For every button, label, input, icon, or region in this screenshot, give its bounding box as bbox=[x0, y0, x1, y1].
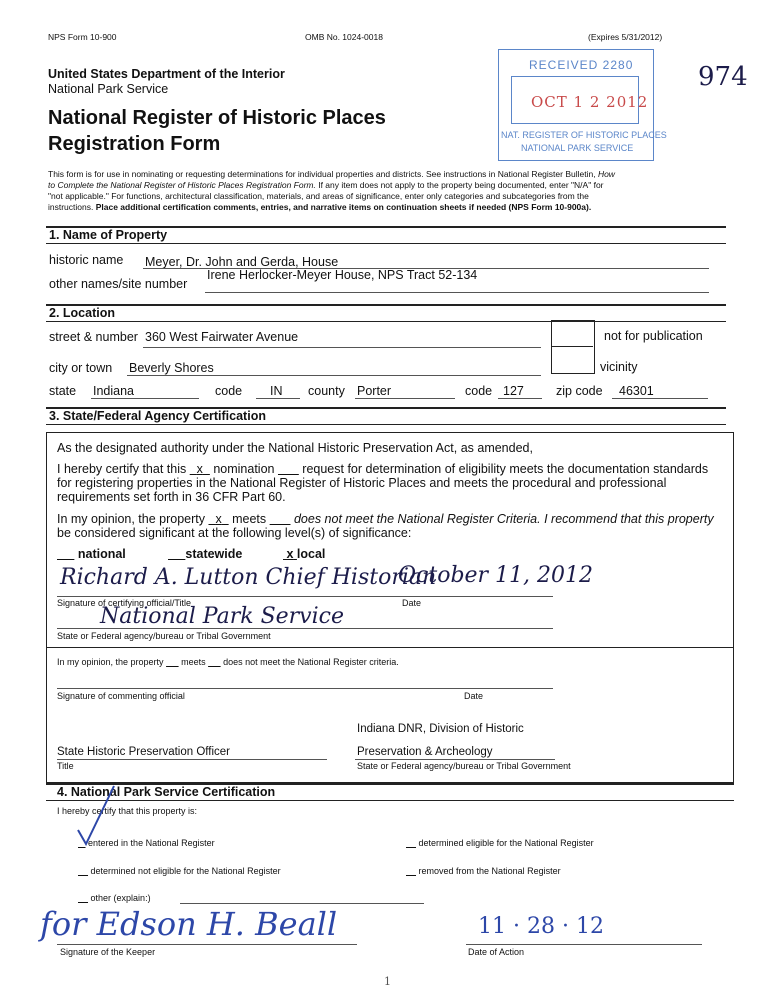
level-local[interactable]: x local bbox=[286, 547, 326, 561]
opinion-line-2: be considered significant at the following level(s) of significance: bbox=[57, 526, 412, 540]
intro-line-1: This form is for use in nominating or requesting determinations for individual properties and districts. See instructions in National Register Bulletin, How bbox=[48, 169, 615, 179]
form-number: NPS Form 10-900 bbox=[48, 32, 117, 42]
level-national[interactable]: national bbox=[77, 547, 126, 561]
commenting-official-label: Signature of commenting official bbox=[57, 691, 185, 701]
certifying-signature: Richard A. Lutton Chief Historian bbox=[60, 565, 437, 590]
zip-label: zip code bbox=[556, 384, 603, 398]
stamp-line-2: NATIONAL PARK SERVICE bbox=[521, 143, 634, 153]
signature-label: Signature of certifying official/Title bbox=[57, 598, 192, 608]
county-value[interactable]: Porter bbox=[357, 384, 392, 398]
other-names-label: other names/site number bbox=[49, 277, 188, 291]
certify-line-2: for registering properties in the National Register of Historic Places and meets the procedural and professional bbox=[57, 476, 667, 490]
keeper-signature: for Edson H. Beall bbox=[40, 905, 338, 943]
agency-label: State or Federal agency/bureau or Tribal Government bbox=[57, 631, 271, 641]
state-label: state bbox=[49, 384, 77, 398]
level-statewide[interactable]: statewide bbox=[185, 547, 243, 561]
opinion-line-1: In my opinion, the property x meets does not meet the National Register Criteria. I recommend that this property bbox=[57, 512, 714, 526]
handwritten-number: 974 bbox=[698, 62, 748, 92]
option-entered[interactable]: entered in the National Register bbox=[88, 838, 215, 848]
action-date-handwritten: 11 · 28 · 12 bbox=[478, 914, 604, 939]
section-3-heading: 3. State/Federal Agency Certification bbox=[49, 409, 266, 423]
authority-text: As the designated authority under the National Historic Preservation Act, as amended, bbox=[57, 441, 533, 455]
option-other[interactable]: other (explain:) bbox=[90, 893, 151, 903]
keeper-label: Signature of the Keeper bbox=[60, 947, 156, 957]
section-2-heading: 2. Location bbox=[49, 306, 115, 320]
dnr-line-1: Indiana DNR, Division of Historic bbox=[357, 723, 524, 735]
vicinity-label: vicinity bbox=[600, 360, 638, 374]
stamp-date: OCT 1 2 2012 bbox=[531, 93, 649, 111]
action-date-label: Date of Action bbox=[468, 947, 525, 957]
intro-line-3: "not applicable." For functions, architectural classification, materials, and areas of significance, enter only categories and subcategories from the bbox=[48, 191, 589, 201]
state-code-label: code bbox=[215, 384, 243, 398]
option-determined-eligible[interactable]: determined eligible for the National Register bbox=[418, 838, 594, 848]
county-label: county bbox=[308, 384, 345, 398]
department: United States Department of the Interior bbox=[48, 67, 285, 81]
option-removed[interactable]: removed from the National Register bbox=[418, 866, 561, 876]
historic-name-label: historic name bbox=[49, 253, 124, 267]
title-label: Title bbox=[57, 761, 74, 771]
section-1-heading: 1. Name of Property bbox=[49, 228, 168, 242]
date-label: Date bbox=[402, 598, 422, 608]
certifying-date: October 11, 2012 bbox=[398, 563, 594, 588]
form-subtitle: Registration Form bbox=[48, 133, 221, 155]
option-determined-not-eligible[interactable]: determined not eligible for the National Register bbox=[90, 866, 281, 876]
omb-number: OMB No. 1024-0018 bbox=[305, 32, 383, 42]
not-for-publication-label: not for publication bbox=[604, 329, 703, 343]
city-label: city or town bbox=[49, 361, 113, 375]
expiration: (Expires 5/31/2012) bbox=[588, 32, 663, 42]
date-label-2: Date bbox=[464, 691, 484, 701]
intro-line-2: to Complete the National Register of Historic Places Registration Form. If any item does not apply to the property being documented, enter "N/A" for bbox=[48, 180, 604, 190]
street-value[interactable]: 360 West Fairwater Avenue bbox=[145, 330, 299, 344]
received-stamp bbox=[498, 49, 667, 161]
county-code-label: code bbox=[465, 384, 493, 398]
historic-name-value[interactable]: Meyer, Dr. John and Gerda, House bbox=[145, 255, 339, 269]
nps-intro: I hereby certify that this property is: bbox=[57, 806, 198, 816]
street-label: street & number bbox=[49, 330, 138, 344]
page-number: 1 bbox=[384, 975, 391, 988]
state-code-value[interactable]: IN bbox=[270, 384, 283, 398]
opinion2-text: In my opinion, the property meets does not meet the National Register criteria. bbox=[57, 657, 399, 667]
section-4-heading: 4. National Park Service Certification bbox=[57, 785, 276, 799]
state-value[interactable]: Indiana bbox=[93, 384, 135, 398]
service: National Park Service bbox=[48, 82, 169, 96]
stamp-line-1: NAT. REGISTER OF HISTORIC PLACES bbox=[501, 130, 667, 140]
city-value[interactable]: Beverly Shores bbox=[129, 361, 214, 375]
form-title: National Register of Historic Places bbox=[48, 107, 386, 129]
agency-label-2: State or Federal agency/bureau or Tribal Government bbox=[357, 761, 571, 771]
location-checkboxes bbox=[551, 320, 595, 374]
intro-line-4: instructions. Place additional certification comments, entries, and narrative items on continuation sheets if needed (NPS Form 10-900a). bbox=[48, 202, 592, 212]
certify-line-3: requirements set forth in 36 CFR Part 60. bbox=[57, 490, 286, 504]
zip-value[interactable]: 46301 bbox=[619, 384, 654, 398]
dnr-line-2: Preservation & Archeology bbox=[357, 746, 493, 758]
checkmark-icon bbox=[74, 782, 124, 850]
shpo-title: State Historic Preservation Officer bbox=[57, 746, 230, 758]
stamp-received: RECEIVED 2280 bbox=[529, 58, 634, 72]
other-names-value[interactable]: Irene Herlocker-Meyer House, NPS Tract 52-134 bbox=[207, 268, 478, 282]
agency-handwritten: National Park Service bbox=[100, 604, 344, 629]
certify-line-1: I hereby certify that this x nomination request for determination of eligibility meets the documentation standards bbox=[57, 462, 709, 476]
county-code-value[interactable]: 127 bbox=[503, 384, 524, 398]
